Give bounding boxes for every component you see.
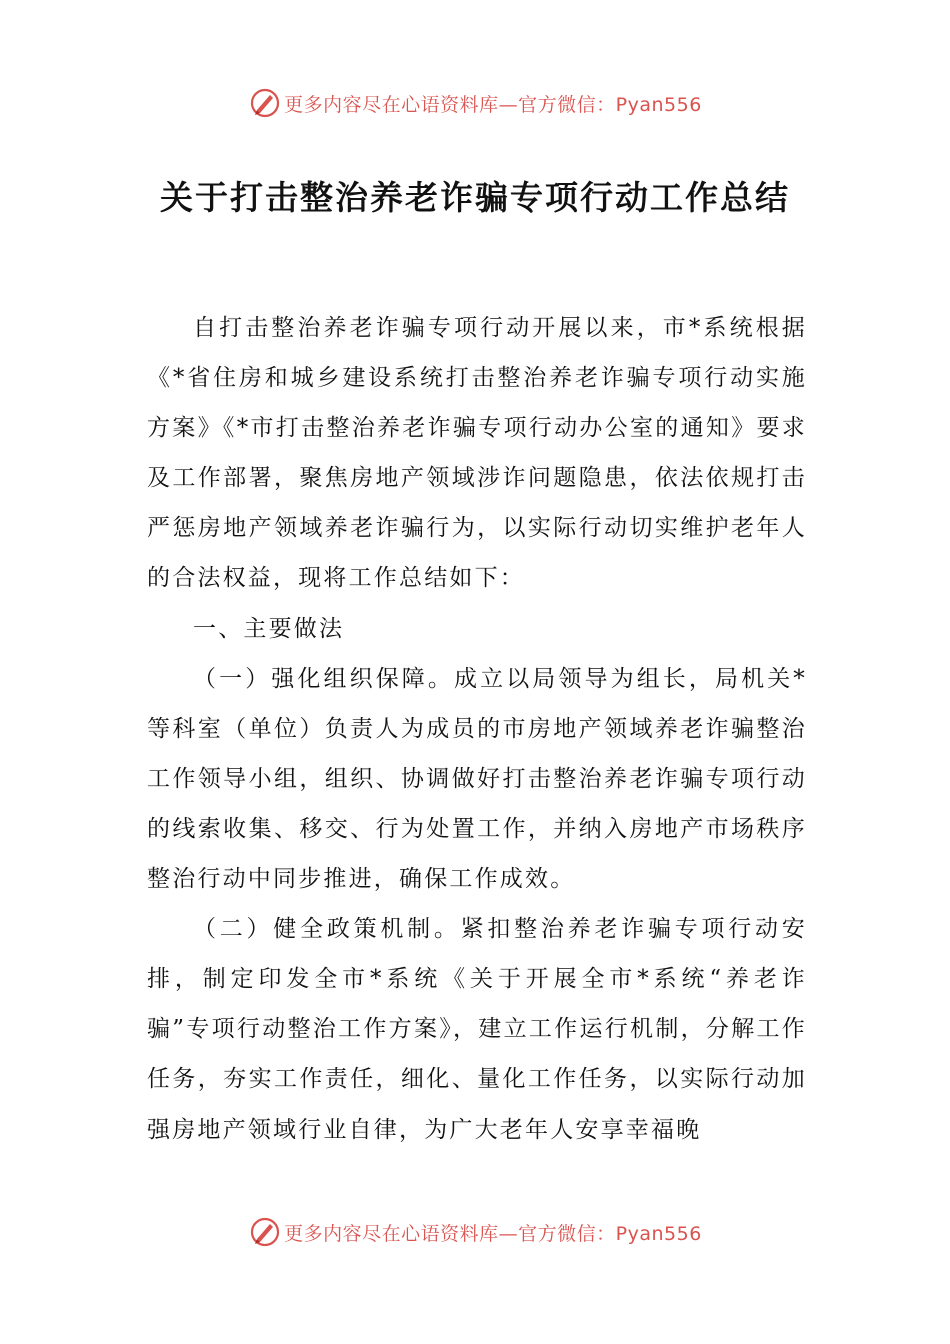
- section-heading: 一、主要做法: [193, 615, 345, 642]
- watermark-text: 更多内容尽在心语资料库—官方微信：Pyan556: [284, 1222, 702, 1245]
- watermark-text: 更多内容尽在心语资料库—官方微信：Pyan556: [284, 93, 702, 116]
- footer-watermark: [0, 1212, 950, 1252]
- pen-logo-icon: [248, 1215, 282, 1249]
- header-watermark: [0, 83, 950, 123]
- paragraph-policy: （二）健全政策机制。紧扣整治养老诈骗专项行动安排，制定印发全市*系统《关于开展全市*系统“养老诈骗”专项行动整治工作方案》，建立工作运行机制，分解工作任务，夯实工作责任，细化、量化工作任务，以实际行动加强房地产领域行业自律，为广大老年人安享幸福晚: [147, 916, 807, 1143]
- document-body: [147, 303, 807, 1155]
- pen-logo-icon: [248, 86, 282, 120]
- document-title: 关于打击整治养老诈骗专项行动工作总结: [160, 178, 790, 217]
- intro-paragraph: 自打击整治养老诈骗专项行动开展以来，市*系统根据《*省住房和城乡建设系统打击整治养老诈骗专项行动实施方案》《*市打击整治养老诈骗专项行动办公室的通知》要求及工作部署，聚焦房地产领域涉诈问题隐患，依法依规打击严惩房地产领域养老诈骗行为，以实际行动切实维护老年人的合法权益，现将工作总结如下：: [147, 315, 807, 592]
- paragraph-organization: （一）强化组织保障。成立以局领导为组长，局机关*等科室（单位）负责人为成员的市房地产领域养老诈骗整治工作领导小组，组织、协调做好打击整治养老诈骗专项行动的线索收集、移交、行为处置工作，并纳入房地产市场秩序整治行动中同步推进，确保工作成效。: [147, 665, 807, 893]
